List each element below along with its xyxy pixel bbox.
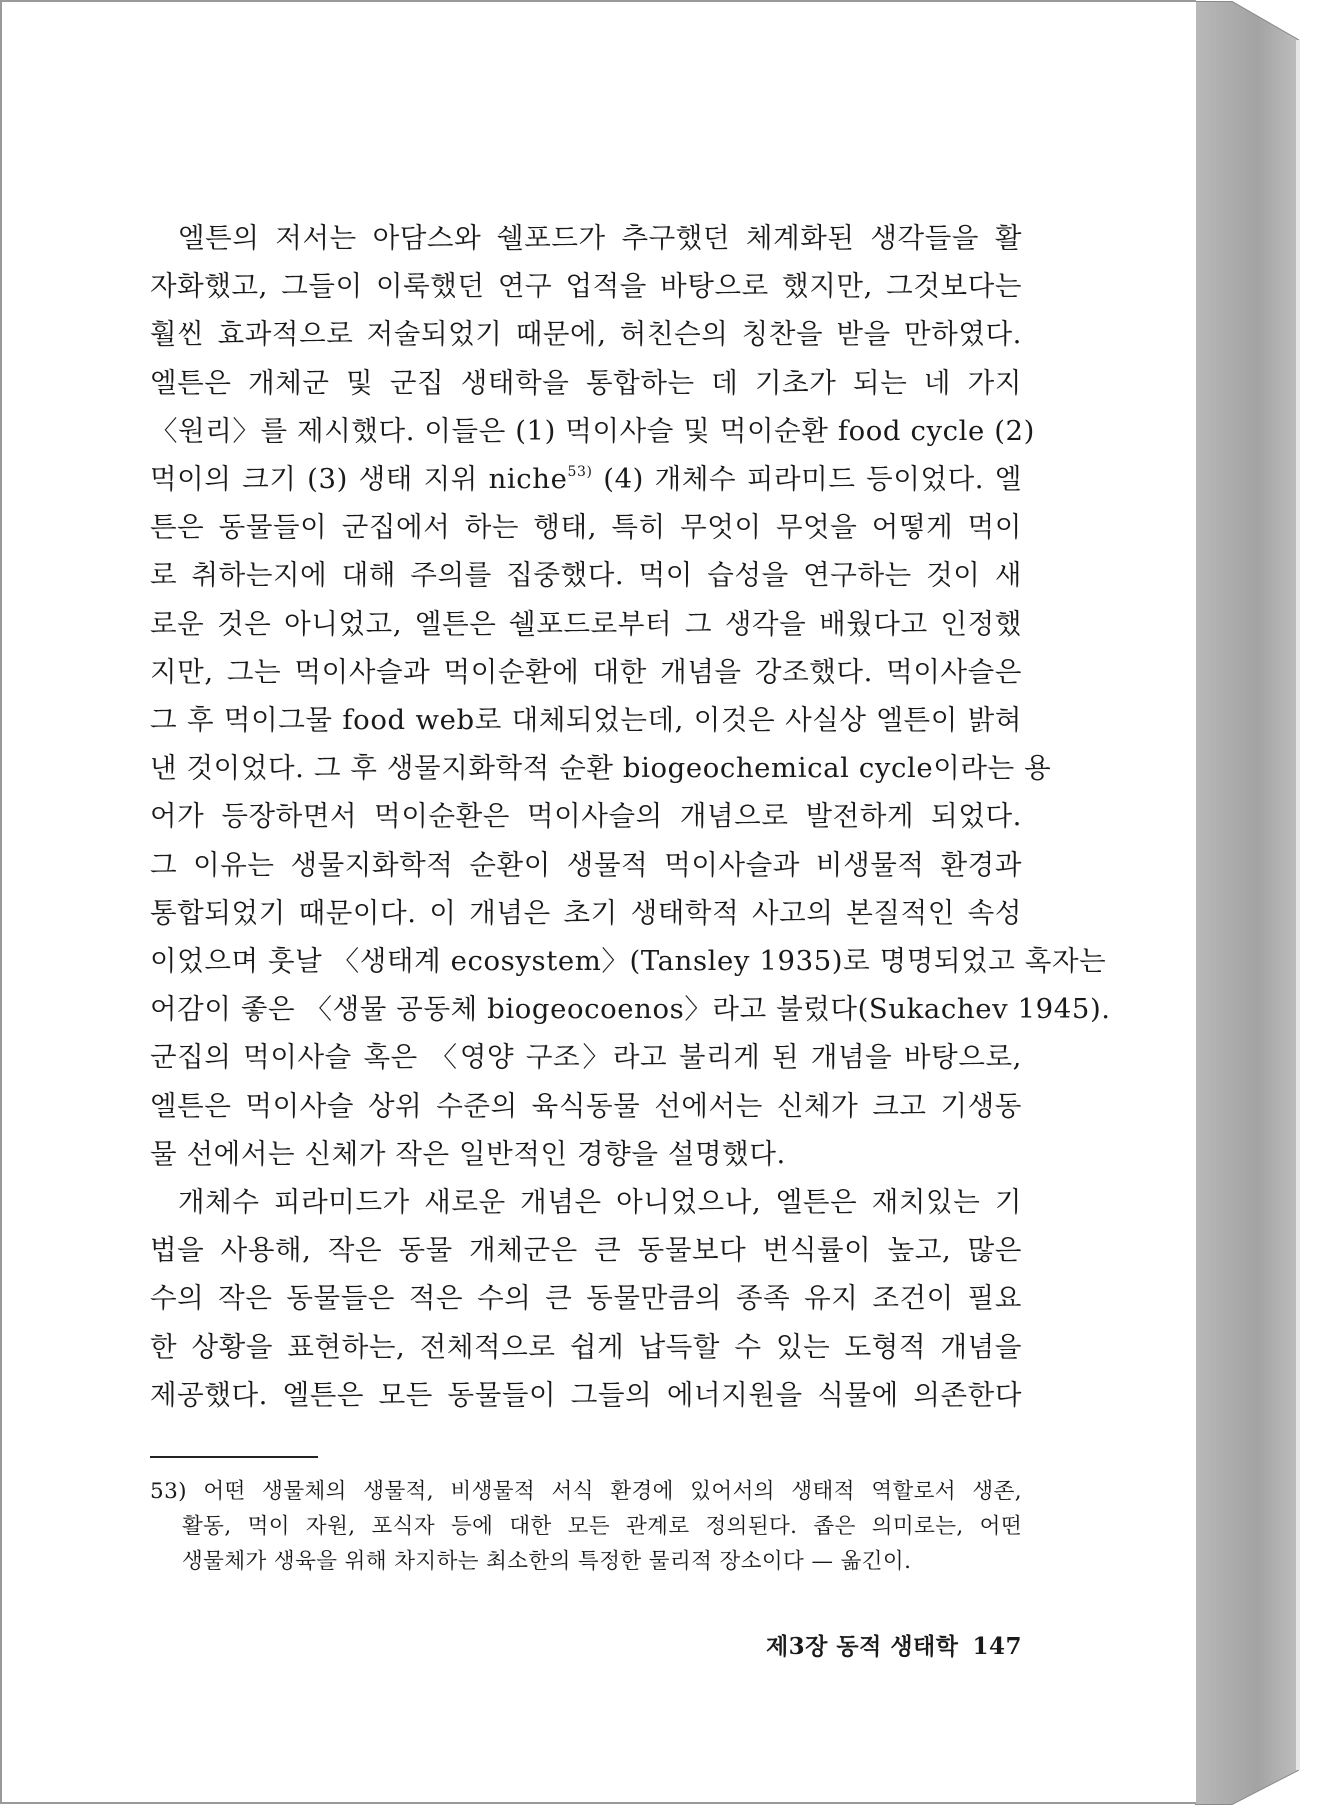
text-line: 군집의 먹이사슬 혹은 〈영양 구조〉라고 불리게 된 개념을 바탕으로, (150, 1041, 1022, 1074)
text-line: 개체수 피라미드가 새로운 개념은 아니었으나, 엘튼은 재치있는 기 (178, 1186, 1022, 1219)
footnote-divider (150, 1456, 318, 1458)
text-line: 지만, 그는 먹이사슬과 먹이순환에 대한 개념을 강조했다. 먹이사슬은 (150, 655, 1022, 688)
footnote (150, 1474, 1022, 1579)
text-line: 법을 사용해, 작은 동물 개체군은 큰 동물보다 번식률이 높고, 많은 (150, 1234, 1022, 1267)
text-line: 수의 작은 동물들은 적은 수의 큰 동물만큼의 종족 유지 조건이 필요 (150, 1282, 1022, 1315)
text-line: 그 이유는 생물지화학적 순환이 생물적 먹이사슬과 비생물적 환경과 (150, 848, 1022, 881)
text-segment: (4) 개체수 피라미드 등이었다. 엘 (603, 463, 1022, 496)
text-line: 어감이 좋은 〈생물 공동체 biogeocoenos〉라고 불렀다(Sukachev 1945). (150, 993, 1111, 1026)
text-line: 어가 등장하면서 먹이순환은 먹이사슬의 개념으로 발전하게 되었다. (150, 800, 1022, 833)
text-line: 제공했다. 엘튼은 모든 동물들이 그들의 에너지원을 식물에 의존한다 (150, 1378, 1022, 1411)
text-line: 엘튼의 저서는 아담스와 쉘포드가 추구했던 체계화된 생각들을 활 (178, 222, 1022, 254)
text-line: 한 상황을 표현하는, 전체적으로 쉽게 납득할 수 있는 도형적 개념을 (150, 1330, 1022, 1363)
text-line: 낸 것이었다. 그 후 생물지화학적 순환 biogeochemical cycle이라는 용 (150, 752, 1052, 785)
text-line: 훨씬 효과적으로 저술되었기 때문에, 허친슨의 칭찬을 받을 만하였다. (150, 318, 1022, 351)
paragraph-2 (150, 1178, 1022, 1419)
chapter-title: 제3장 동적 생태학 (765, 1633, 959, 1660)
text-line: 로운 것은 아니었고, 엘튼은 쉘포드로부터 그 생각을 배웠다고 인정했 (150, 607, 1022, 640)
text-line: 엘튼은 개체군 및 군집 생태학을 통합하는 데 기초가 되는 네 가지 (150, 366, 1022, 399)
page-number: 147 (972, 1633, 1022, 1660)
text-line: 그 후 먹이그물 food web로 대체되었는데, 이것은 사실상 엘튼이 밝혀 (150, 704, 1022, 737)
text-segment: 먹이의 크기 (3) 생태 지위 niche (150, 463, 568, 496)
paragraph-1 (150, 214, 1111, 1178)
page-footer (766, 1628, 1022, 1661)
text-line-with-footnote (150, 455, 1022, 503)
text-line: 로 취하는지에 대해 주의를 집중했다. 먹이 습성을 연구하는 것이 새 (150, 559, 1022, 592)
text-line: 이었으며 훗날 〈생태계 ecosystem〉(Tansley 1935)로 명명되었고 혹자는 (150, 945, 1107, 978)
text-line: 물 선에서는 신체가 작은 일반적인 경향을 설명했다. (150, 1137, 786, 1170)
footnote-line: 생물체가 생육을 위해 차지하는 최소한의 특정한 물리적 장소이다 — 옮긴이. (182, 1549, 912, 1574)
footnote-line (150, 1474, 1022, 1509)
text-line: 엘튼은 먹이사슬 상위 수준의 육식동물 선에서는 신체가 크고 기생동 (150, 1089, 1022, 1122)
text-line: 튼은 동물들이 군집에서 하는 행태, 특히 무엇이 무엇을 어떻게 먹이 (150, 511, 1022, 544)
footnote-line: 활동, 먹이 자원, 포식자 등에 대한 모든 관계로 정의된다. 좁은 의미로는, 어떤 (182, 1514, 1022, 1539)
footnote-label: 53) (150, 1479, 187, 1504)
text-line: 자화했고, 그들이 이룩했던 연구 업적을 바탕으로 했지만, 그것보다는 (150, 270, 1022, 303)
text-line: 통합되었기 때문이다. 이 개념은 초기 생태학적 사고의 본질적인 속성 (150, 896, 1022, 929)
text-line: 〈원리〉를 제시했다. 이들은 (1) 먹이사슬 및 먹이순환 food cycle (2) (150, 414, 1035, 447)
footnote-text: 어떤 생물체의 생물적, 비생물적 서식 환경에 있어서의 생태적 역할로서 생존, (203, 1479, 1022, 1504)
body-text (150, 214, 1111, 1419)
footnote-reference: 53) (567, 464, 593, 481)
